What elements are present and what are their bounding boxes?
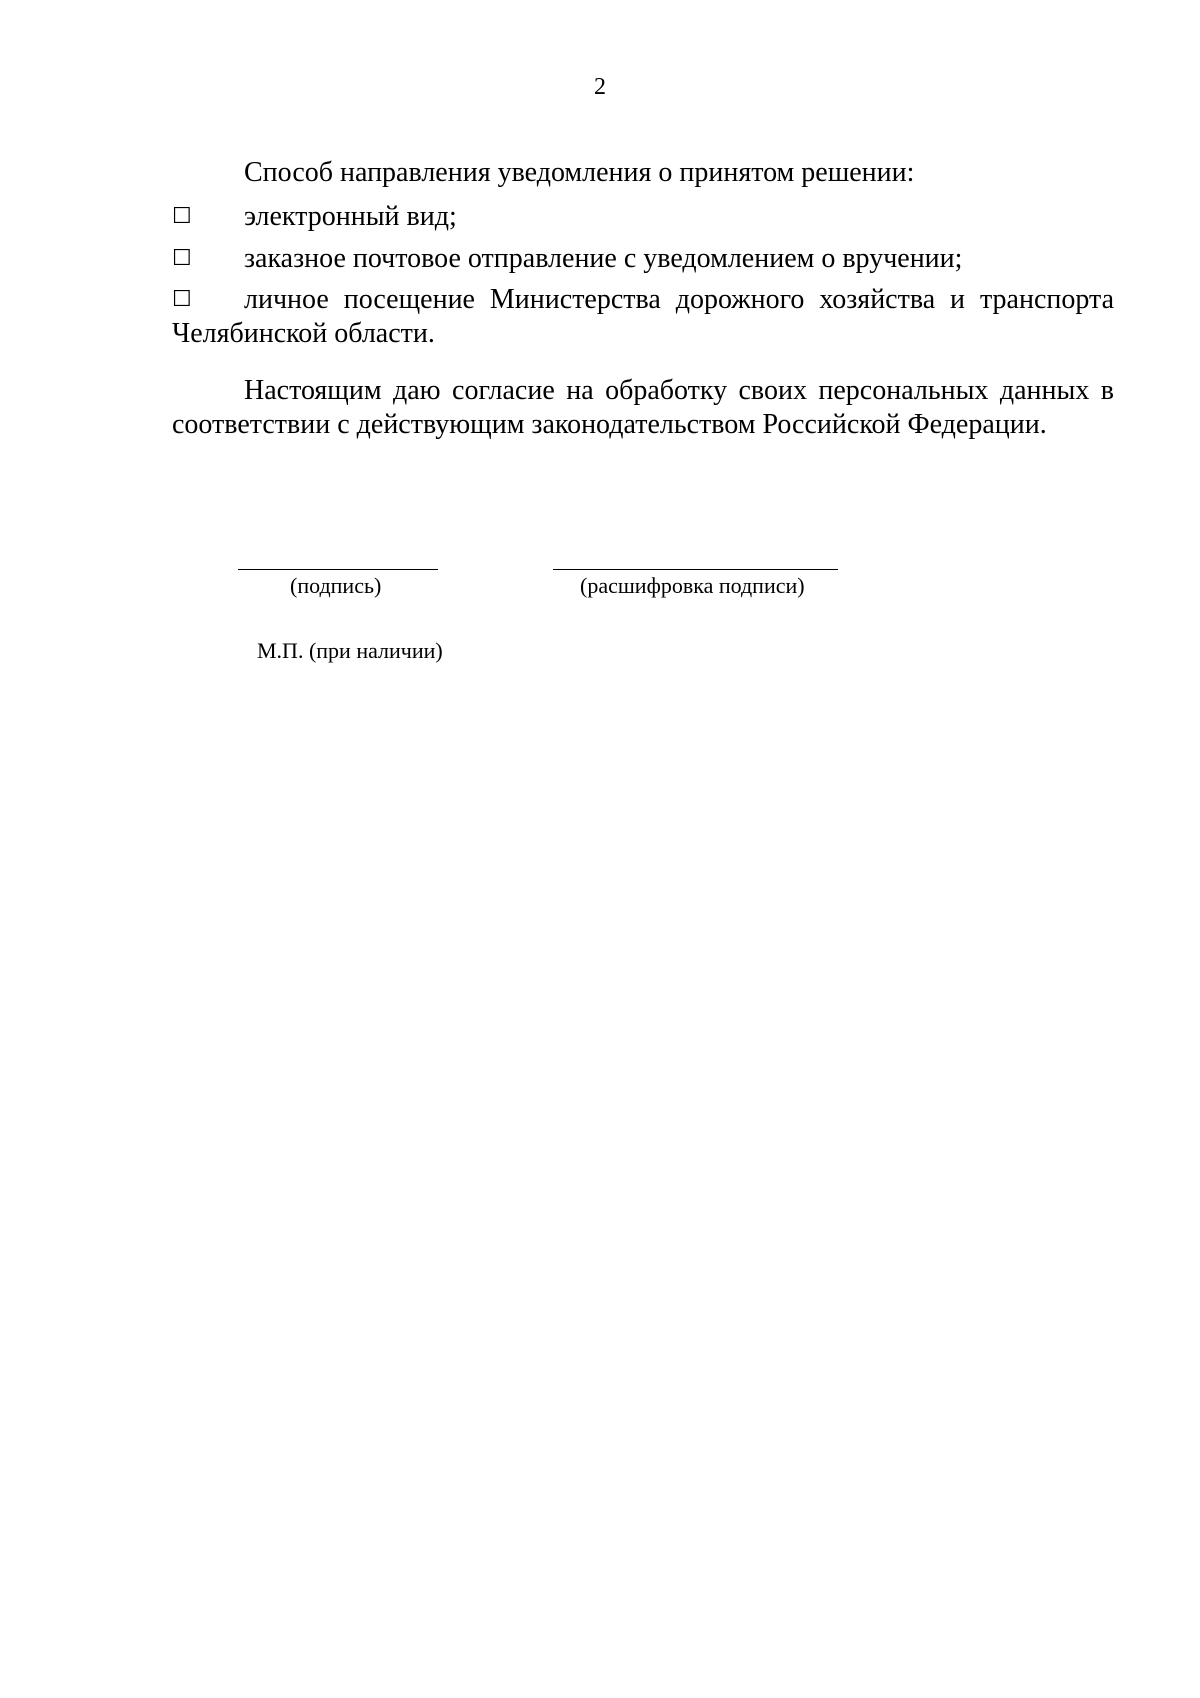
signature-label: (подпись): [290, 573, 382, 598]
checkbox-icon[interactable]: ☐: [172, 246, 192, 271]
consent-paragraph: Настоящим даю согласие на обработку своих персональных данных в соответствии с действующим законодательством Российской Федерации.: [172, 375, 1114, 440]
signature-line: [238, 569, 438, 570]
checkbox-icon[interactable]: ☐: [172, 287, 192, 312]
option-label: заказное почтовое отправление с уведомлением о вручении;: [244, 243, 963, 274]
checkbox-icon[interactable]: ☐: [172, 204, 192, 229]
signature-decoding-label: (расшифровка подписи): [580, 573, 805, 598]
notification-heading: Способ направления уведомления о принятом решении:: [244, 157, 915, 188]
option-label: электронный вид;: [244, 201, 457, 232]
option-label: личное посещение Министерства дорожного хозяйства и транспорта Челябинской области.: [172, 284, 1114, 349]
option-personal-visit: [172, 283, 1114, 351]
stamp-label: М.П. (при наличии): [257, 638, 443, 663]
signature-decoding-line: [553, 569, 838, 570]
page-number: 2: [594, 74, 606, 100]
